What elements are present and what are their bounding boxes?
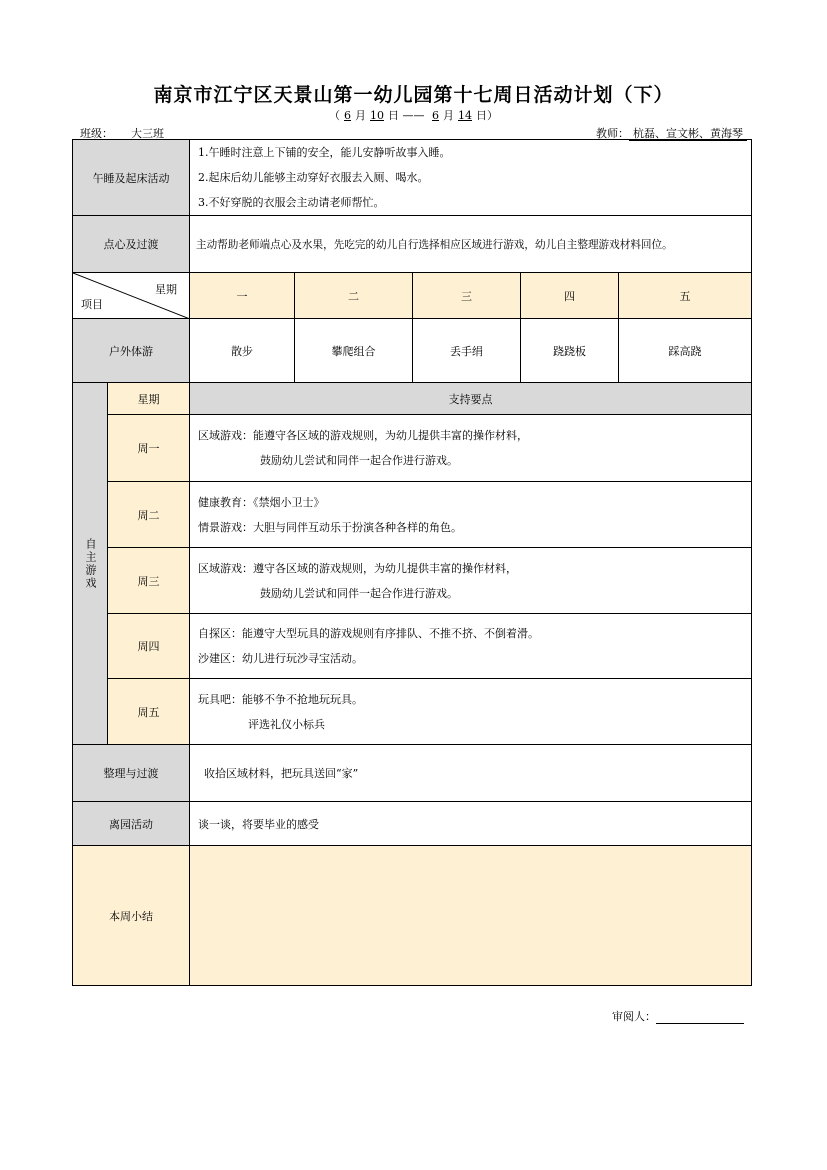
free-play-point-line: 情景游戏：大胆与同伴互动乐于扮演各种各样的角色。 <box>198 520 462 534</box>
day-monday: 一 <box>190 273 295 319</box>
week-header-row <box>73 273 752 319</box>
free-play-point-line: 评选礼仪小标兵 <box>248 717 325 731</box>
nap-line-1: 1.午睡时注意上下铺的安全，能儿安静听故事入睡。 <box>198 146 451 159</box>
tidy-label: 整理与过渡 <box>73 745 190 802</box>
free-play-point-line: 沙建区：幼儿进行玩沙寻宝活动。 <box>198 652 363 665</box>
leave-content: 谈一谈，将要毕业的感受 <box>190 802 752 846</box>
free-play-day: 周四 <box>108 614 190 679</box>
free-play-day-header: 星期 <box>108 383 190 415</box>
diag-item-label: 项目 <box>81 298 103 311</box>
diagonal-header-cell <box>73 273 190 319</box>
nap-line-2: 2.起床后幼儿能够主动穿好衣服去入厕、喝水。 <box>198 171 429 184</box>
outdoor-tuesday: 攀爬组合 <box>295 319 413 383</box>
free-play-day: 周三 <box>108 548 190 614</box>
reviewer-signature-line[interactable] <box>656 1012 744 1024</box>
date-open-paren: （ <box>329 109 340 122</box>
nap-line-3: 3.不好穿脱的衣服会主动请老师帮忙。 <box>198 196 385 209</box>
free-play-row <box>73 415 752 482</box>
day-thursday: 四 <box>521 273 619 319</box>
page-title: 南京市江宁区天景山第一幼儿园第十七周日活动计划（下） <box>153 84 674 106</box>
summary-content[interactable] <box>190 846 752 986</box>
free-play-row <box>73 614 752 679</box>
summary-row <box>73 846 752 986</box>
free-play-row <box>73 548 752 614</box>
outdoor-friday: 踩高跷 <box>619 319 752 383</box>
reviewer-field <box>612 1008 744 1024</box>
free-play-points <box>190 482 752 548</box>
free-play-point-line: 鼓励幼儿尝试和同伴一起合作进行游戏。 <box>260 586 458 600</box>
class-label: 班级： <box>80 127 113 140</box>
date-range <box>0 107 827 123</box>
free-play-point-line: 健康教育：《禁烟小卫士》 <box>198 495 325 509</box>
free-play-point-line: 自探区：能遵守大型玩具的游戏规则有序排队、不推不挤、不倒着滑。 <box>198 627 539 640</box>
end-month: 6 <box>432 109 439 122</box>
free-play-day: 周二 <box>108 482 190 548</box>
start-day: 10 <box>370 109 384 122</box>
free-play-points <box>190 614 752 679</box>
free-play-points <box>190 415 752 482</box>
activity-plan-table <box>72 139 752 986</box>
date-close-paren: ） <box>487 109 498 122</box>
outdoor-row <box>73 319 752 383</box>
outdoor-monday: 散步 <box>190 319 295 383</box>
free-play-point-line: 区域游戏：能遵守各区域的游戏规则，为幼儿提供丰富的操作材料， <box>198 429 528 442</box>
free-play-label <box>73 383 108 745</box>
day-wednesday: 三 <box>413 273 521 319</box>
day-tuesday: 二 <box>295 273 413 319</box>
snack-row <box>73 216 752 273</box>
teacher-value: 杭磊、宣文彬、黄海琴 <box>629 127 747 141</box>
start-day-label: 日 <box>388 109 399 122</box>
outdoor-label: 户外体游 <box>73 319 190 383</box>
tidy-content: 收拾区域材料，把玩具送回“家” <box>190 745 752 802</box>
leave-row <box>73 802 752 846</box>
teacher-label: 教师： <box>596 127 629 140</box>
diag-weekday-label: 星期 <box>155 283 177 296</box>
free-play-row <box>73 482 752 548</box>
tidy-row <box>73 745 752 802</box>
free-play-points-header: 支持要点 <box>190 383 752 415</box>
free-play-row <box>73 679 752 745</box>
outdoor-thursday: 跷跷板 <box>521 319 619 383</box>
nap-content <box>190 140 752 216</box>
reviewer-label: 审阅人： <box>612 1010 656 1023</box>
start-month-label: 月 <box>355 109 366 122</box>
snack-label: 点心及过渡 <box>73 216 190 273</box>
snack-content: 主动帮助老师端点心及水果，先吃完的幼儿自行选择相应区域进行游戏，幼儿自主整理游戏材料回位。 <box>190 216 752 273</box>
outdoor-wednesday: 丢手绢 <box>413 319 521 383</box>
start-month: 6 <box>344 109 351 122</box>
end-month-label: 月 <box>443 109 454 122</box>
free-play-point-line: 玩具吧：能够不争不抢地玩玩具。 <box>198 692 363 706</box>
nap-row <box>73 140 752 216</box>
day-friday: 五 <box>619 273 752 319</box>
free-play-points <box>190 548 752 614</box>
free-play-label-text: 自主游戏 <box>84 537 97 590</box>
free-play-point-line: 鼓励幼儿尝试和同伴一起合作进行游戏。 <box>260 454 458 467</box>
date-separator: —— <box>402 109 425 122</box>
leave-label: 离园活动 <box>73 802 190 846</box>
class-value: 大三班 <box>113 127 182 141</box>
end-day-label: 日 <box>476 109 487 122</box>
free-play-day: 周一 <box>108 415 190 482</box>
free-play-point-line: 区域游戏：遵守各区域的游戏规则，为幼儿提供丰富的操作材料， <box>198 561 517 575</box>
end-day: 14 <box>458 109 472 122</box>
free-play-day: 周五 <box>108 679 190 745</box>
free-play-header-row <box>73 383 752 415</box>
free-play-points <box>190 679 752 745</box>
summary-label: 本周小结 <box>73 846 190 986</box>
nap-label: 午睡及起床活动 <box>73 140 190 216</box>
